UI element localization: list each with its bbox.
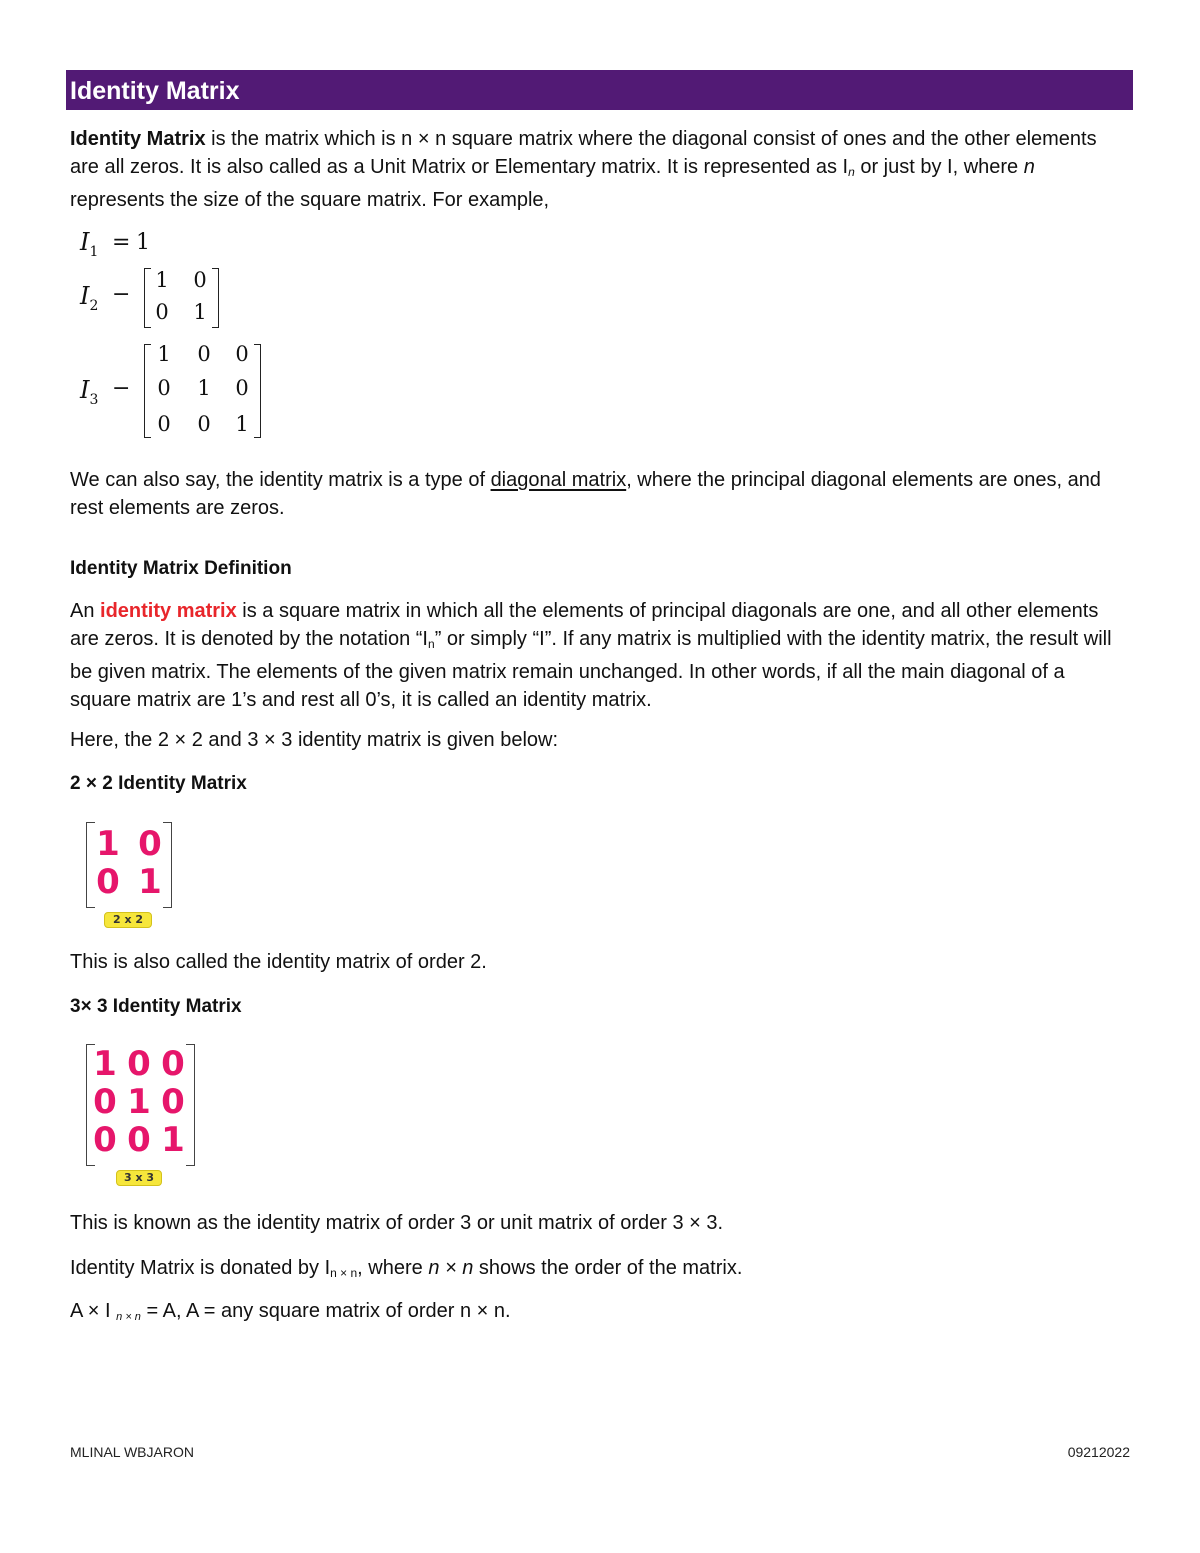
order-badge: 3 x 3 bbox=[116, 1170, 162, 1186]
matrix-cell: 1 bbox=[193, 300, 207, 324]
matrix-cell: 1 bbox=[155, 268, 169, 292]
diagonal-paragraph: We can also say, the identity matrix is a type of diagonal matrix, where the principal diagonal elements are ones, and rest elements are zeros. bbox=[70, 469, 1101, 519]
matrix-cell: 0 bbox=[161, 1082, 185, 1122]
matrix-cell: 1 bbox=[161, 1120, 185, 1160]
matrix-cell: 1 bbox=[127, 1082, 151, 1122]
page-title: Identity Matrix bbox=[66, 70, 1133, 110]
matrix-cell: 1 bbox=[96, 824, 120, 864]
right-bracket bbox=[212, 268, 219, 328]
matrix-cell: 1 bbox=[197, 376, 211, 400]
matrix3-caption: This is known as the identity matrix of order 3 or unit matrix of order 3 × 3. bbox=[70, 1212, 724, 1234]
matrix-cell: 0 bbox=[96, 862, 120, 902]
left-bracket bbox=[144, 344, 151, 438]
matrix-cell: 0 bbox=[157, 412, 171, 436]
matrix-cell: 1 bbox=[93, 1044, 117, 1084]
matrix-cell: 1 bbox=[235, 412, 249, 436]
here-text: Here, the 2 × 2 and 3 × 3 identity matrix is given below: bbox=[70, 729, 559, 751]
matrix-cell: 1 bbox=[138, 862, 162, 902]
right-bracket bbox=[254, 344, 261, 438]
definition-paragraph: An identity matrix is a square matrix in which all the elements of principal diagonals are one, and all other elements are zeros. It is denoted by the notation “$I_n$” or simply “I”. If any matrix is multiplied with the identity matrix, the result will be given matrix. The elements of the given matrix remain unchanged. In other words, if all the main diagonal of a square matrix are 1’s and rest all 0’s, it is called an identity matrix. bbox=[70, 600, 1112, 711]
footer-author: MLINAL WBJARON bbox=[70, 1444, 194, 1460]
formula-paragraph: A × I $_{n \times n}$ = A, A = any square matrix of order n × n. bbox=[70, 1300, 511, 1323]
identity-example-i2: $I_2$ − 1 0 0 1 bbox=[80, 264, 240, 330]
matrix-cell: 0 bbox=[235, 376, 249, 400]
identity-example-i3: $I_3$ − 1 0 0 0 1 0 0 0 1 bbox=[80, 340, 280, 440]
matrix-cell: 0 bbox=[193, 268, 207, 292]
donated-paragraph: Identity Matrix is donated by $I_{n \times n}$, where n × n shows the order of the matrix. bbox=[70, 1257, 743, 1280]
matrix-cell: 0 bbox=[161, 1044, 185, 1084]
matrix-cell: 0 bbox=[127, 1120, 151, 1160]
matrix-cell: 0 bbox=[138, 824, 162, 864]
right-bracket bbox=[186, 1044, 195, 1166]
right-bracket bbox=[163, 822, 172, 908]
footer-date: 09212022 bbox=[1067, 1444, 1130, 1460]
matrix-cell: 0 bbox=[93, 1082, 117, 1122]
diagonal-matrix-link[interactable]: diagonal matrix bbox=[490, 469, 627, 491]
matrix-cell: 0 bbox=[127, 1044, 151, 1084]
matrix-cell: 0 bbox=[155, 300, 169, 324]
order-badge: 2 x 2 bbox=[104, 912, 152, 928]
identity-matrix-3x3 bbox=[86, 1042, 206, 1190]
matrix-cell: 0 bbox=[93, 1120, 117, 1160]
matrix-cell: 0 bbox=[197, 412, 211, 436]
matrix-cell: 0 bbox=[197, 342, 211, 366]
matrix2-caption: This is also called the identity matrix of order 2. bbox=[70, 951, 487, 973]
matrix-cell: 0 bbox=[235, 342, 249, 366]
matrix-cell: 1 bbox=[157, 342, 171, 366]
identity-example-i1: $I_1$ = 1 bbox=[80, 228, 150, 260]
definition-heading: Identity Matrix Definition bbox=[70, 558, 292, 579]
intro-term: Identity Matrix bbox=[70, 128, 206, 150]
matrix-cell: 0 bbox=[157, 376, 171, 400]
identity-matrix-2x2 bbox=[86, 820, 186, 930]
identity-matrix-highlight: identity matrix bbox=[100, 600, 237, 622]
matrix2-heading: 2 × 2 Identity Matrix bbox=[70, 773, 247, 794]
matrix3-heading: 3× 3 Identity Matrix bbox=[70, 996, 242, 1017]
intro-paragraph: Identity Matrix is the matrix which is n × n square matrix where the diagonal consist of ones and the other elements are all zeros. It is also called as a Unit Matrix or Elementary matrix. It is represented as $I_n$ or just by I, where n represents the size of the square matrix. For example, bbox=[70, 128, 1097, 211]
